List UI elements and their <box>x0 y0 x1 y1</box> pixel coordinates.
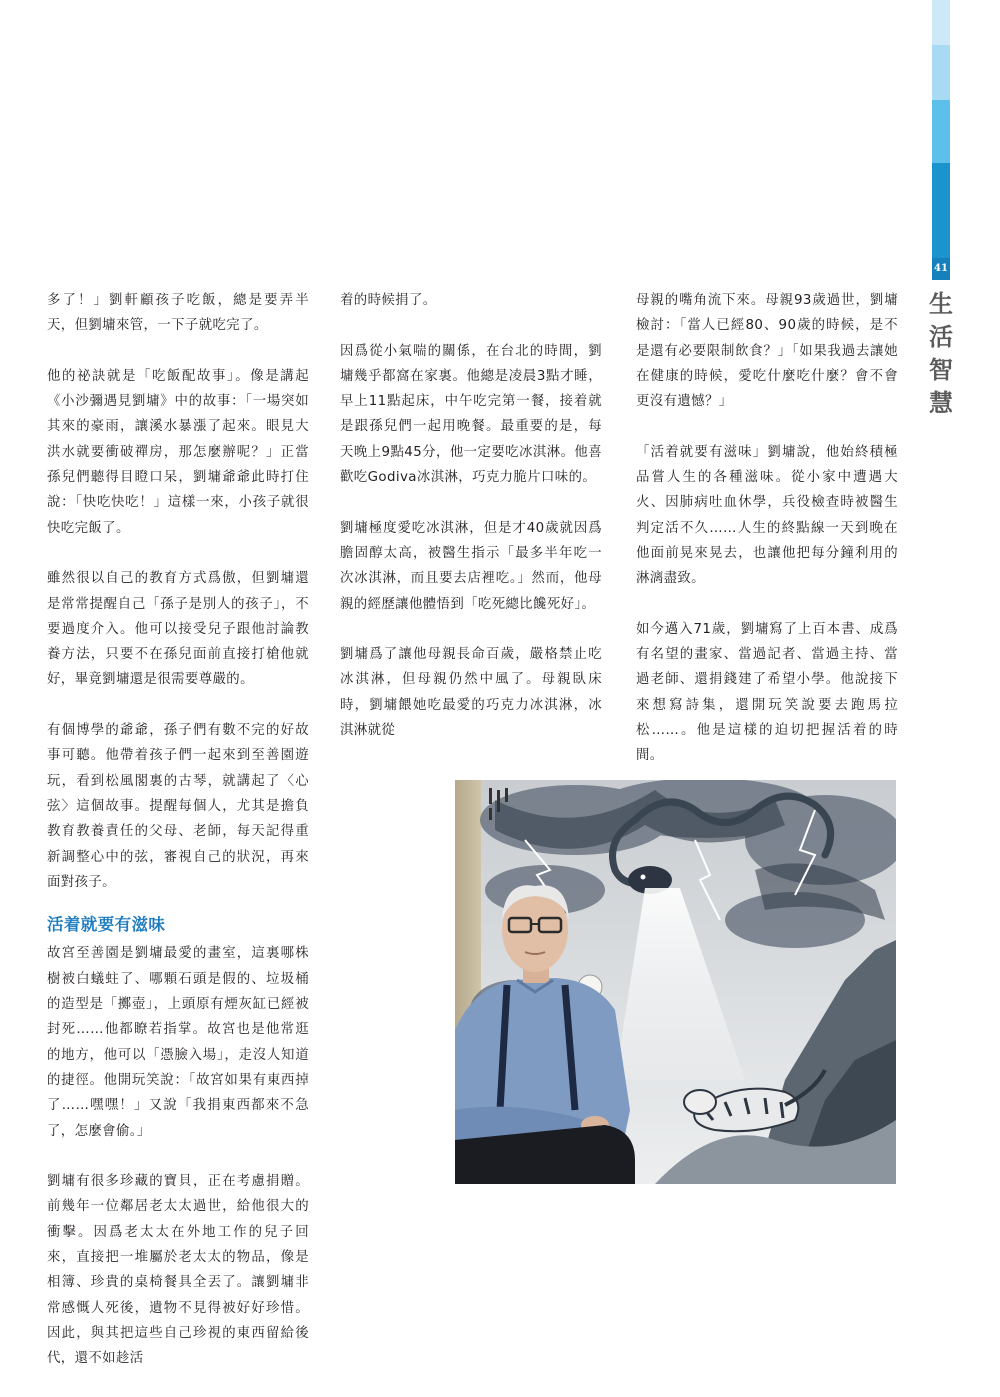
paragraph: 劉墉爲了讓他母親長命百歲，嚴格禁止吃冰淇淋，但母親仍然中風了。母親臥床時，劉墉餵她吃最愛的巧克力冰淇淋，冰淇淋就從 <box>340 647 602 739</box>
sidebar-color-block-3 <box>932 100 950 163</box>
sidebar-color-block-1 <box>932 0 950 45</box>
section-subheading: 活着就要有滋味 <box>47 915 166 935</box>
article-column-2 <box>340 288 602 769</box>
photo-illustration <box>455 780 896 1184</box>
section-title <box>928 287 954 419</box>
paragraph: 母親的嘴角流下來。母親93歲過世，劉墉檢討：「當人已經80、90歲的時候，是不是還有必要限制飲食？」「如果我過去讓她在健康的時候，愛吃什麼吃什麼？會不會更沒有遺憾？」 <box>636 293 898 410</box>
paragraph: 「活着就要有滋味」劉墉說，他始終積極品嘗人生的各種滋味。從小家中遭遇大火、因肺病吐血休學，兵役檢查時被醫生判定活不久……人生的終點線一天到晚在他面前晃來晃去，也讓他把每分鐘利用的淋漓盡致。 <box>636 444 898 587</box>
paragraph: 如今邁入71歲，劉墉寫了上百本書、成爲有名望的畫家、當過記者、當過主持、當過老師、還捐錢建了希望小學。他說接下來想寫詩集，還開玩笑說要去跑馬拉松……。他是這樣的迫切把握活着的時間。 <box>636 621 898 764</box>
article-column-1 <box>47 288 309 1397</box>
page-number: 41 <box>932 258 950 280</box>
sidebar-color-block-2 <box>932 45 950 100</box>
paragraph: 劉墉有很多珍藏的寶貝，正在考慮捐贈。前幾年一位鄰居老太太過世，給他很大的衝擊。因爲老太太在外地工作的兒子回來，直接把一堆屬於老太太的物品，像是相簿、珍貴的桌椅餐具全丟了。讓劉墉非常感慨人死後，遺物不見得被好好珍惜。因此，與其把這些自己珍視的東西留給後代，還不如趁活 <box>47 1174 309 1367</box>
paragraph: 故宮至善園是劉墉最愛的畫室，這裏哪株樹被白蟻蛀了、哪顆石頭是假的、垃圾桶的造型是「擲壺」，上頭原有煙灰缸已經被封死……他都瞭若指掌。故宮也是他常逛的地方，他可以「憑臉入場」，走沒人知道的捷徑。他開玩笑說：「故宮如果有東西掉了……嘿嘿！」又說「我捐東西都來不急了，怎麼會偷。」 <box>47 946 309 1139</box>
paragraph: 有個博學的爺爺，孫子們有數不完的好故事可聽。他帶着孩子們一起來到至善園遊玩，看到松風閣裏的古琴，就講起了〈心弦〉這個故事。提醒每個人，尤其是擔負教育教養責任的父母、老師，每天記得重新調整心中的弦，審視自己的狀況，再來面對孩子。 <box>47 723 309 890</box>
paragraph: 雖然很以自己的教育方式爲傲，但劉墉還是常常提醒自己「孫子是別人的孩子」，不要過度介入。他可以接受兒子跟他討論教養方法，只要不在孫兒面前直接打槍他就好，畢竟劉墉還是很需要尊嚴的。 <box>47 571 309 688</box>
section-title-char: 生 <box>929 289 953 318</box>
paragraph: 着的時候捐了。 <box>340 293 437 308</box>
paragraph: 劉墉極度愛吃冰淇淋，但是才40歲就因爲膽固醇太高，被醫生指示「最多半年吃一次冰淇淋，而且要去店裡吃。」然而，他母親的經歷讓他體悟到「吃死總比饞死好」。 <box>340 520 602 612</box>
section-title-char: 慧 <box>929 388 953 417</box>
article-photo <box>455 780 896 1184</box>
section-title-char: 活 <box>929 322 953 351</box>
article-column-3 <box>636 288 898 794</box>
paragraph: 因爲從小氣喘的關係，在台北的時間，劉墉幾乎都窩在家裏。他總是凌晨3點才睡，早上11點起床，中午吃完第一餐，接着就是跟孫兒們一起用晚餐。最重要的是，每天晚上9點45分，他一定要吃冰淇淋。他喜歡吃Godiva冰淇淋，巧克力脆片口味的。 <box>340 343 602 486</box>
section-title-char: 智 <box>929 355 953 384</box>
paragraph: 多了！」劉軒顧孩子吃飯，總是要弄半天，但劉墉來管，一下子就吃完了。 <box>47 293 309 334</box>
paragraph: 他的祕訣就是「吃飯配故事」。像是講起《小沙彌遇見劉墉》中的故事：「一場突如其來的豪雨，讓溪水暴漲了起來。眼見大洪水就要衝破禪房，那怎麼辦呢？」正當孫兒們聽得目瞪口呆，劉墉爺爺此時打住說：「快吃快吃！」這樣一來，小孩子就很快吃完飯了。 <box>47 368 309 536</box>
sidebar-color-block-4 <box>932 163 950 258</box>
